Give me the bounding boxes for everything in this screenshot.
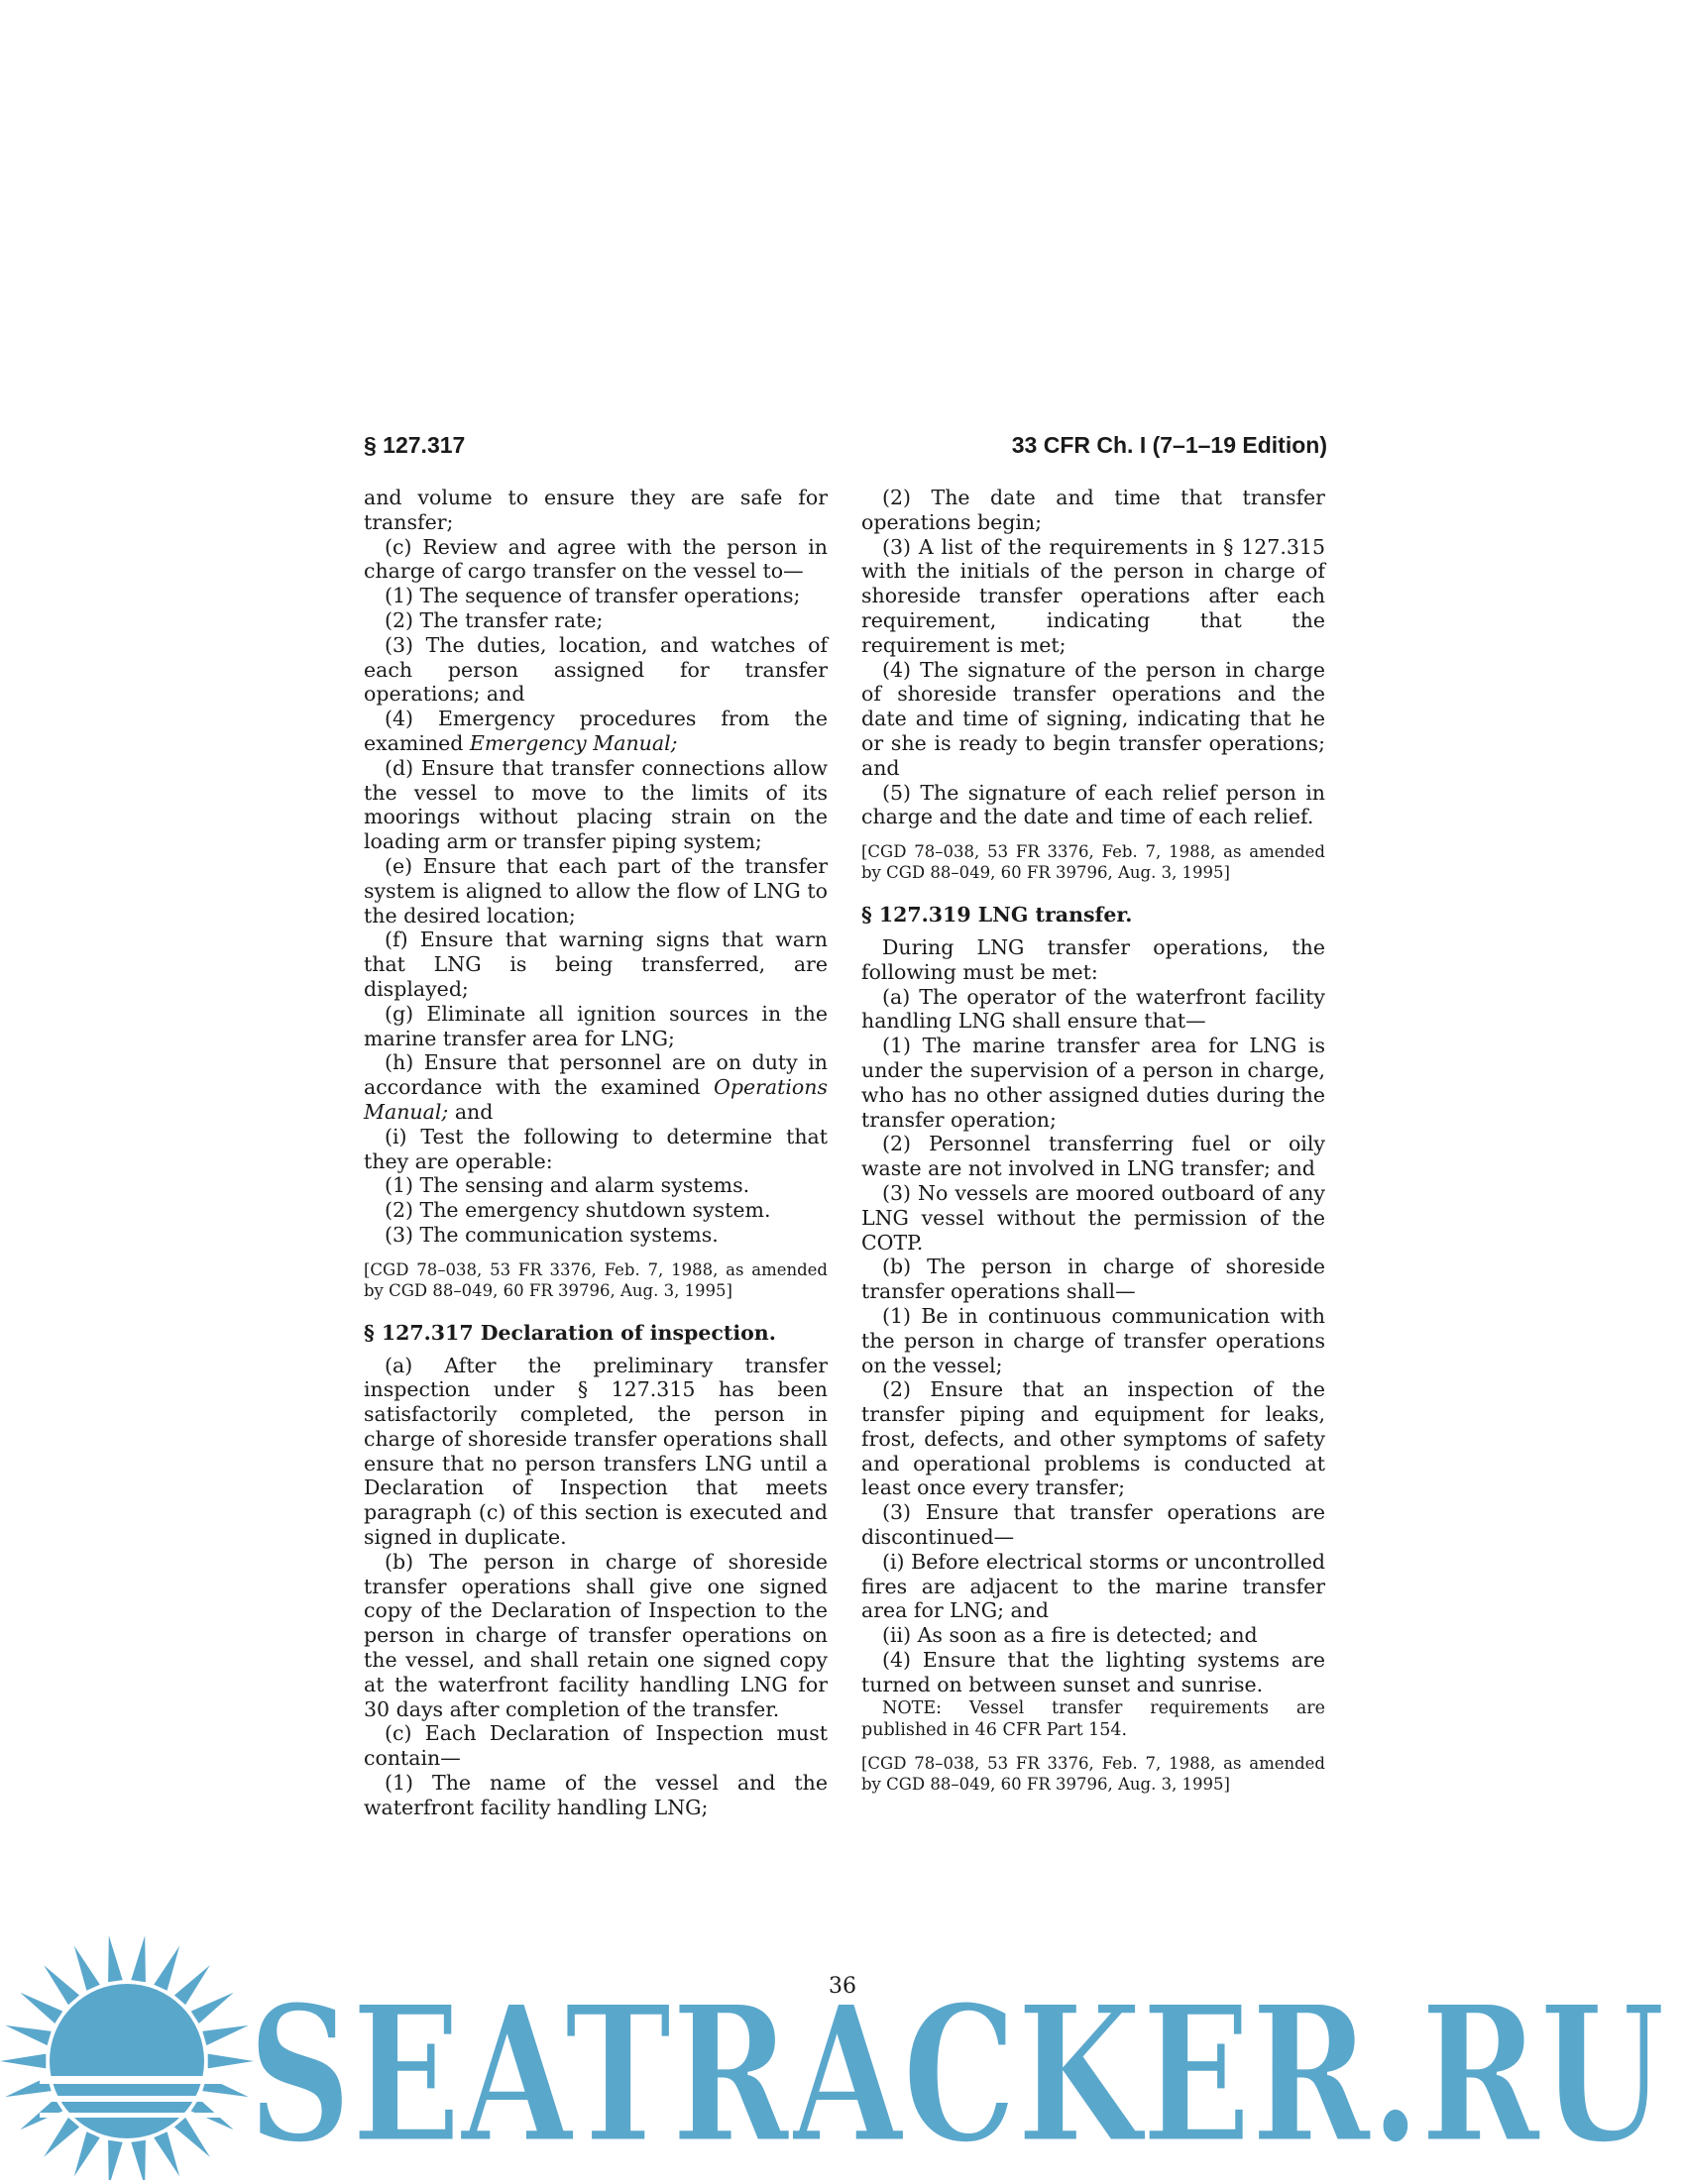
paragraph: (b) The person in charge of shoreside transfer operations shall— [861, 1255, 1325, 1304]
paragraph: (1) The marine transfer area for LNG is under the supervision of a person in charge, who has no other assigned duties during the transfer operation; [861, 1034, 1325, 1132]
paragraph: (2) The transfer rate; [385, 607, 604, 632]
paragraph: (ii) As soon as a fire is detected; and [882, 1623, 1258, 1648]
sun-ray [74, 1946, 100, 1991]
paragraph: (c) Review and agree with the person in charge of cargo transfer on the vessel to— [364, 534, 828, 584]
citation: [CGD 78–038, 53 FR 3376, Feb. 7, 1988, as amended by CGD 88–049, 60 FR 39796, Aug. 3, 1995] [861, 842, 1325, 883]
paragraph: (i) Before electrical storms or uncontrolled fires are adjacent to the marine transfer area for LNG; and [861, 1549, 1325, 1623]
sun-ray [108, 2140, 123, 2180]
manual-reference: Operations Manual; [364, 1075, 828, 1124]
paragraph: (2) The emergency shutdown system. [385, 1198, 771, 1223]
sun-ray [5, 2025, 52, 2045]
sun-ray [74, 2131, 100, 2176]
paragraph: (2) Personnel transferring fuel or oily waste are not involved in LNG transfer; and [861, 1132, 1325, 1181]
paragraph: (2) The date and time that transfer operations begin; [861, 486, 1325, 534]
sun-ray [44, 2118, 79, 2157]
sun-ray [174, 1965, 210, 2005]
sun-ray [131, 2140, 146, 2180]
sun-ray [20, 1993, 62, 2023]
paragraph-text: (h) Ensure that personnel are on duty in accordance with the examined [364, 1050, 828, 1100]
paragraph: (g) Eliminate all ignition sources in the marine transfer area for LNG; [364, 1001, 828, 1050]
citation: [CGD 78–038, 53 FR 3376, Feb. 7, 1988, as amended by CGD 88–049, 60 FR 39796, Aug. 3, 1995] [364, 1259, 828, 1300]
watermark-text [248, 1990, 1675, 2158]
sun-ray [202, 2025, 249, 2045]
paragraph [364, 1050, 828, 1124]
paragraph: (3) Ensure that transfer operations are discontinued— [861, 1500, 1325, 1550]
sun-ray [108, 1935, 123, 1982]
paragraph: (e) Ensure that each part of the transfer system is aligned to allow the flow of LNG to the desired location; [364, 853, 828, 928]
watermark-label: SEATRACKER.RU [248, 1990, 1665, 2158]
manual-reference: Emergency Manual; [469, 730, 678, 755]
paragraph: (3) The communication systems. [385, 1222, 719, 1247]
running-header [364, 432, 1327, 466]
paragraph: (5) The signature of each relief person in charge and the date and time of each relief. [861, 780, 1325, 829]
sun-ray [191, 1993, 234, 2023]
citation: [CGD 78–038, 53 FR 3376, Feb. 7, 1988, as amended by CGD 88–049, 60 FR 39796, Aug. 3, 1995] [861, 1753, 1325, 1794]
paragraph: (f) Ensure that warning signs that warn that LNG is being transferred, are displayed; [364, 928, 828, 1001]
edition-title: 33 CFR Ch. I (7–1–19 Edition) [1011, 432, 1327, 458]
paragraph: and volume to ensure they are safe for transfer; [364, 486, 828, 534]
paragraph: (1) The name of the vessel and the waterfront facility handling LNG; [364, 1771, 828, 1819]
paragraph: (3) No vessels are moored outboard of any LNG vessel without the permission of the COTP. [861, 1180, 1325, 1255]
paragraph: During LNG transfer operations, the following must be met: [861, 934, 1325, 984]
paragraph: (i) Test the following to determine that they are operable: [364, 1124, 828, 1173]
paragraph: (b) The person in charge of shoreside transfer operations shall give one signed copy of the Declaration of Inspection to the person in charge of transfer operations on the vessel, and shall retain one signed copy at the waterfront facility handling LNG for 30 days after completion of the transfer. [364, 1549, 828, 1721]
page-number: 36 [829, 1974, 856, 1999]
paragraph: (3) The duties, location, and watches of each person assigned for transfer operations; and [364, 632, 828, 707]
sun-ray [0, 2054, 46, 2069]
right-column [861, 486, 1325, 1814]
paragraph: (4) Ensure that the lighting systems are turned on between sunset and sunrise. [861, 1648, 1325, 1696]
sun-ray [154, 2131, 179, 2176]
section-number: § 127.317 [364, 432, 466, 458]
paragraph-text: (4) Emergency procedures from the examined [364, 707, 828, 755]
paragraph: (c) Each Declaration of Inspection must contain— [364, 1721, 828, 1771]
paragraph: (1) The sequence of transfer operations; [385, 584, 801, 608]
paragraph-text: and [448, 1099, 494, 1124]
paragraph: (3) A list of the requirements in § 127.315 with the initials of the person in charge of shoreside transfer operations after each requirement, indicating that the requirement is met; [861, 534, 1325, 657]
paragraph: (d) Ensure that transfer connections allow the vessel to move to the limits of its moorings without placing strain on the loading arm or transfer piping system; [364, 755, 828, 854]
paragraph: (a) The operator of the waterfront facility handling LNG shall ensure that— [861, 984, 1325, 1034]
sun-ray [154, 1946, 179, 1991]
left-column [364, 486, 828, 1820]
section-heading: § 127.317 Declaration of inspection. [364, 1320, 776, 1345]
note: NOTE: Vessel transfer requirements are published in 46 CFR Part 154. [861, 1697, 1325, 1740]
sun-ray [174, 2118, 210, 2157]
sun-ray [44, 1965, 79, 2005]
sun-ray [131, 1935, 146, 1982]
section-heading: § 127.319 LNG transfer. [861, 903, 1133, 928]
paragraph: (2) Ensure that an inspection of the transfer piping and equipment for leaks, frost, defects, and other symptoms of safety and operational problems is conducted at least once every transfer; [861, 1377, 1325, 1500]
paragraph [364, 707, 828, 756]
paragraph: (4) The signature of the person in charge of shoreside transfer operations and the date and time of signing, indicating that he or she is ready to begin transfer operations; and [861, 657, 1325, 780]
paragraph: (1) Be in continuous communication with the person in charge of transfer operations on the vessel; [861, 1303, 1325, 1377]
paragraph: (1) The sensing and alarm systems. [385, 1173, 750, 1198]
paragraph: (a) After the preliminary transfer inspection under § 127.315 has been satisfactorily completed, the person in charge of shoreside transfer operations shall ensure that no person transfers LNG until a Declaration of Inspection that meets paragraph (c) of this section is executed and signed in duplicate. [364, 1353, 828, 1550]
